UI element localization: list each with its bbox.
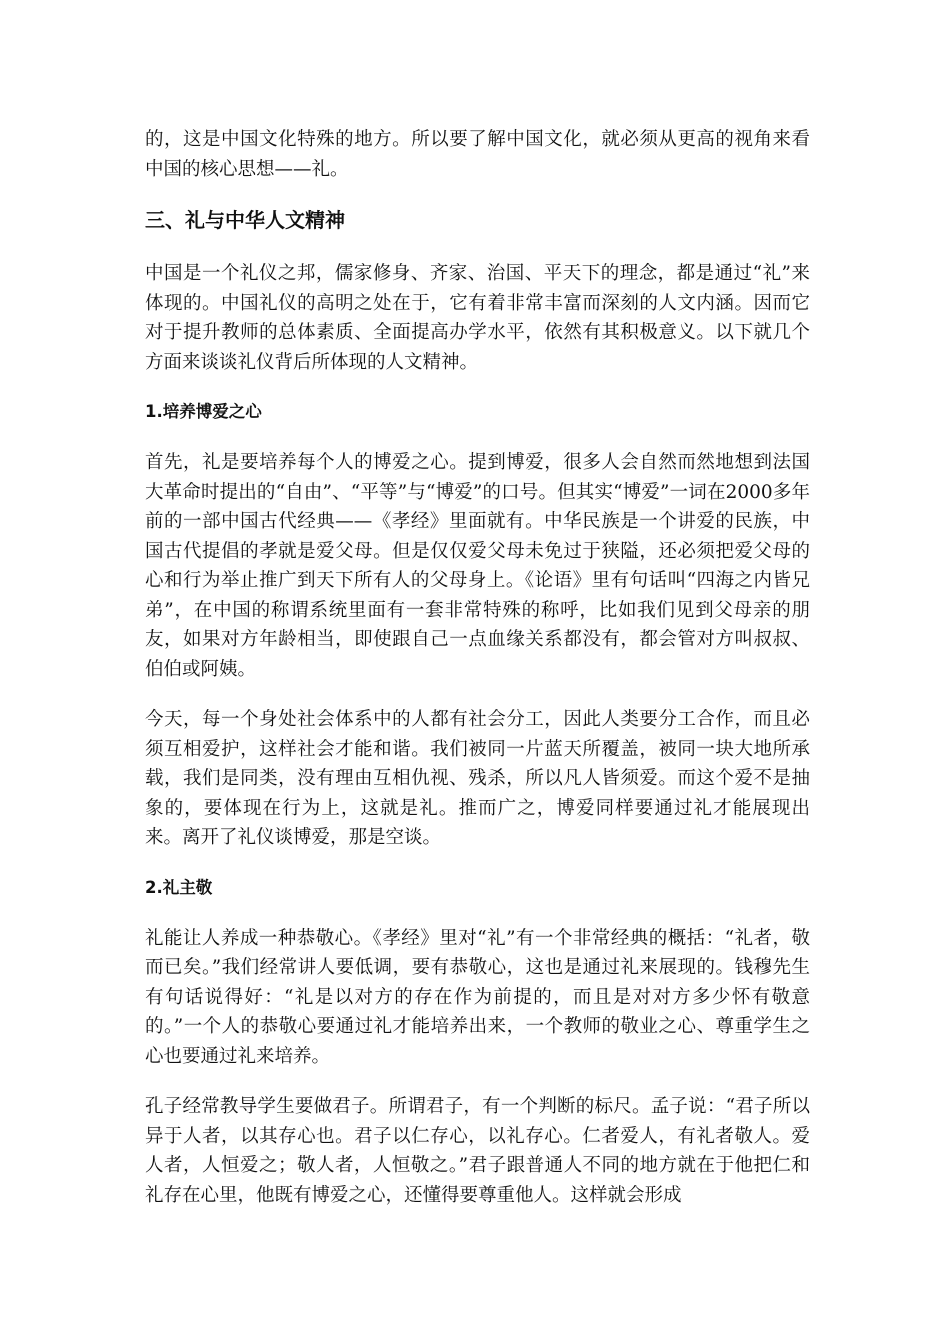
subsection-2-paragraph-2: 孔子经常教导学生要做君子。所谓君子，有一个判断的标尺。孟子说：“君子所以异于人者，以其存心也。君子以仁存心，以礼存心。仁者爱人，有礼者敬人。爱人者，人恒爱之；敬人者，人恒敬之。”君子跟普通人不同的地方就在于他把仁和礼存在心里，他既有博爱之心，还懂得要尊重他人。这样就会形成 (145, 1096, 810, 1206)
section-intro-paragraph: 中国是一个礼仪之邦，儒家修身、齐家、治国、平天下的理念，都是通过“礼”来体现的。中国礼仪的高明之处在于，它有着非常丰富而深刻的人文内涵。因而它对于提升教师的总体素质、全面提高办学水平，依然有其积极意义。以下就几个方面来谈谈礼仪背后所体现的人文精神。 (145, 263, 810, 373)
subsection-1-paragraph-2: 今天，每一个身处社会体系中的人都有社会分工，因此人类要分工合作，而且必须互相爱护，这样社会才能和谐。我们被同一片蓝天所覆盖，被同一块大地所承载，我们是同类，没有理由互相仇视、残杀，所以凡人皆须爱。而这个爱不是抽象的，要体现在行为上，这就是礼。推而广之，博爱同样要通过礼才能展现出来。离开了礼仪谈博爱，那是空谈。 (145, 709, 810, 848)
subsection-2-paragraph-1: 礼能让人养成一种恭敬心。《孝经》里对“礼”有一个非常经典的概括：“礼者，敬而已矣。”我们经常讲人要低调，要有恭敬心，这也是通过礼来展现的。钱穆先生有句话说得好：“礼是以对方的存在作为前提的，而且是对对方多少怀有敬意的。”一个人的恭敬心要通过礼才能培养出来，一个教师的敬业之心、尊重学生之心也要通过礼来培养。 (145, 927, 810, 1067)
intro-paragraph: 的，这是中国文化特殊的地方。所以要了解中国文化，就必须从更高的视角来看中国的核心思想——礼。 (145, 129, 810, 180)
section-heading: 三、礼与中华人文精神 (145, 208, 345, 232)
subsection-2-heading: 2.礼主敬 (145, 877, 213, 897)
subsection-1-paragraph-1: 首先，礼是要培养每个人的博爱之心。提到博爱，很多人会自然而然地想到法国大革命时提出的“自由”、“平等”与“博爱”的口号。但其实“博爱”一词在2000多年前的一部中国古代经典——《孝经》里面就有。中华民族是一个讲爱的民族，中国古代提倡的孝就是爱父母。但是仅仅爱父母未免过于狭隘，还必须把爱父母的心和行为举止推广到天下所有人的父母身上。《论语》里有句话叫“四海之内皆兄弟”，在中国的称谓系统里面有一套非常特殊的称呼，比如我们见到父母亲的朋友，如果对方年龄相当，即使跟自己一点血缘关系都没有，都会管对方叫叔叔、伯伯或阿姨。 (145, 452, 810, 680)
document-page (145, 125, 810, 1231)
subsection-1-heading: 1.培养博爱之心 (145, 402, 262, 421)
